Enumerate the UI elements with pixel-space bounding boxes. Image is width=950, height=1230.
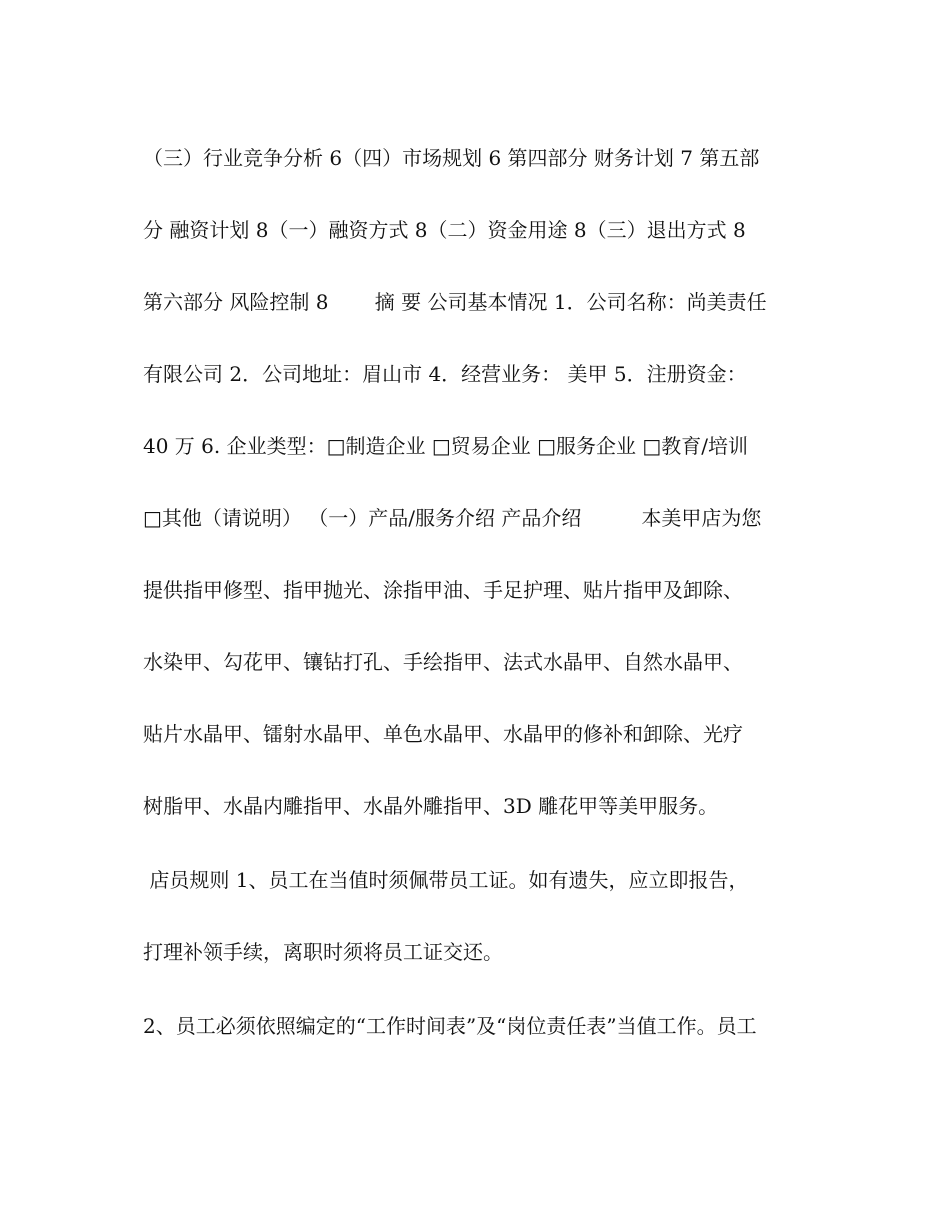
body-text-line: 2、员工必须依照编定的“工作时间表”及“岗位责任表”当值工作。员工 <box>143 1014 757 1038</box>
body-text-line: 分 融资计划 8（一）融资方式 8（二）资金用途 8（三）退出方式 8 <box>143 218 746 242</box>
body-text-line: 树脂甲、水晶内雕指甲、水晶外雕指甲、3D 雕花甲等美甲服务。 <box>143 794 719 818</box>
body-text-line: 贴片水晶甲、镭射水晶甲、单色水晶甲、水晶甲的修补和卸除、光疗 <box>143 722 743 746</box>
body-text-line: □其他（请说明） （一）产品/服务介绍 产品介绍 本美甲店为您 <box>143 506 762 530</box>
body-text-line: （三）行业竞争分析 6（四）市场规划 6 第四部分 财务计划 7 第五部 <box>143 146 760 170</box>
body-text-line: 打理补领手续，离职时须将员工证交还。 <box>143 940 503 964</box>
body-text-line: 店员规则 1、员工在当值时须佩带员工证。如有遗失，应立即报告， <box>143 868 749 892</box>
body-text-line: 水染甲、勾花甲、镶钻打孔、手绘指甲、法式水晶甲、自然水晶甲、 <box>143 650 743 674</box>
body-text-line: 第六部分 风险控制 8 摘 要 公司基本情况 1．公司名称：尚美责任 <box>143 290 767 314</box>
body-text-line: 40 万 6. 企业类型：□制造企业 □贸易企业 □服务企业 □教育/培训 <box>143 434 748 458</box>
body-text-line: 提供指甲修型、指甲抛光、涂指甲油、手足护理、贴片指甲及卸除、 <box>143 578 743 602</box>
body-text-line: 有限公司 2．公司地址：眉山市 4．经营业务： 美甲 5．注册资金： <box>143 362 747 386</box>
